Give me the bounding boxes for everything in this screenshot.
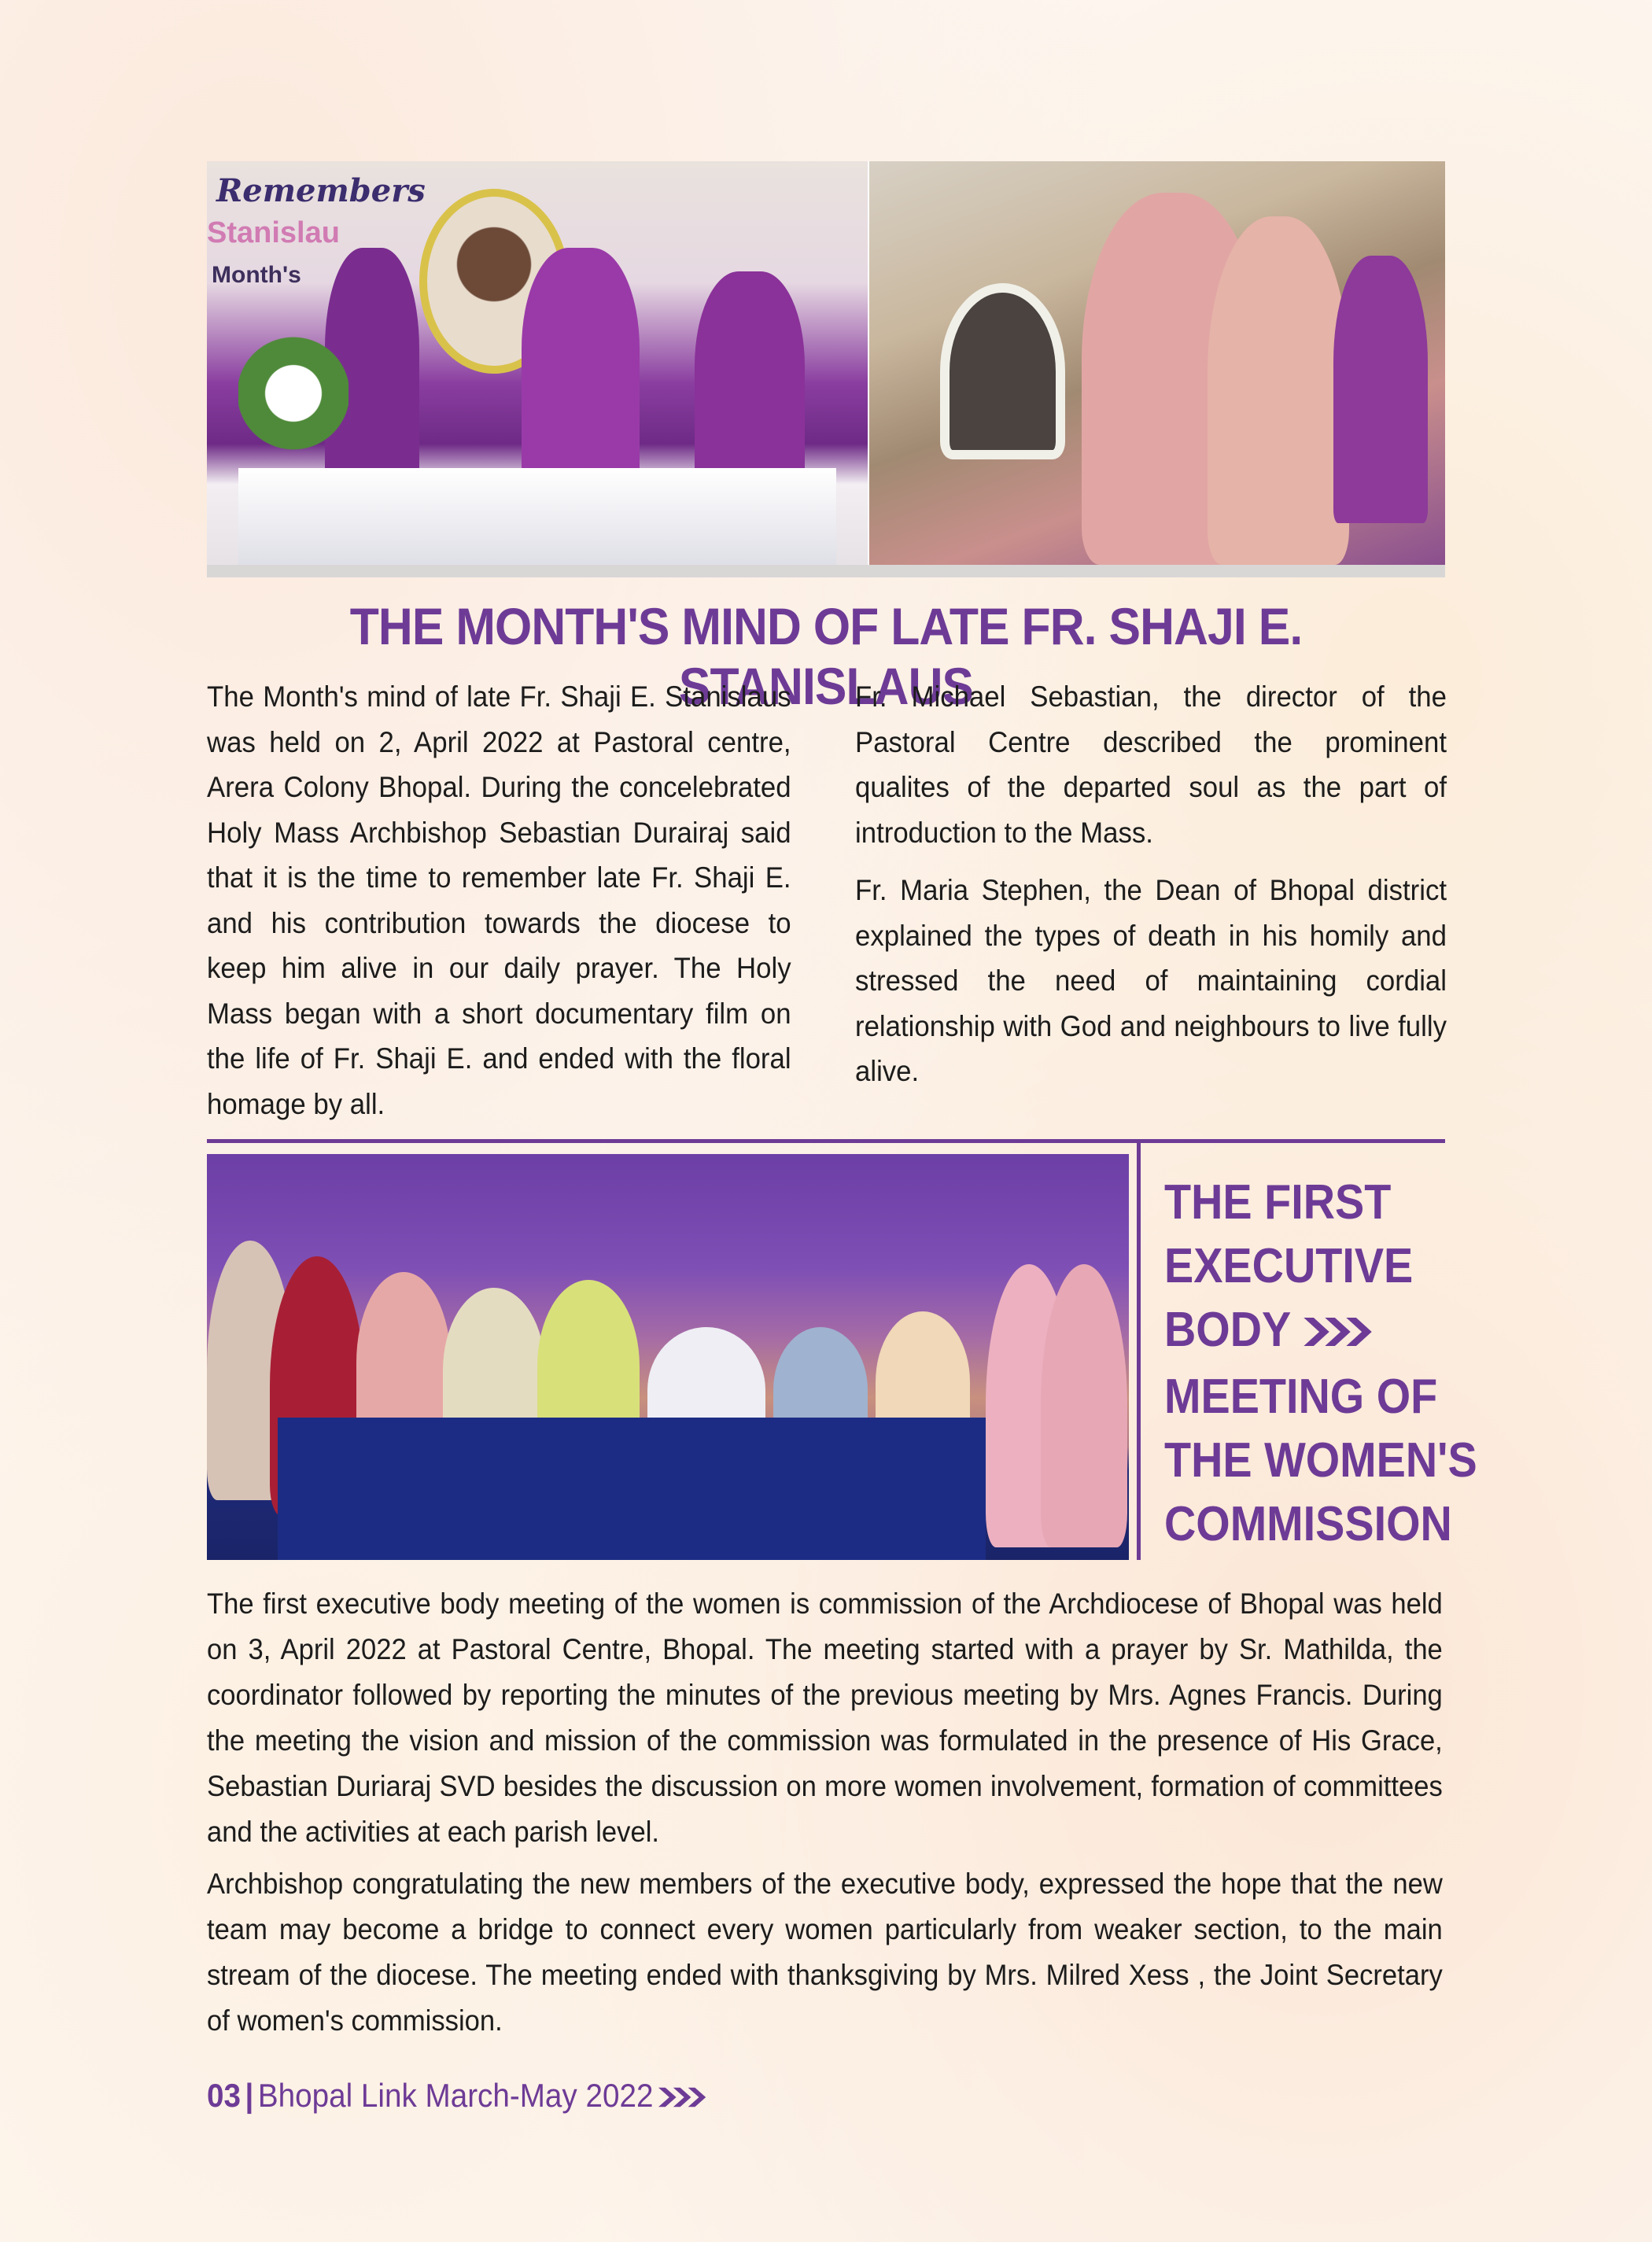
headline-line: MEETING OF <box>1164 1370 1438 1425</box>
article-1-right-column <box>855 674 1447 1094</box>
person-figure <box>1041 1264 1127 1547</box>
article-1-paragraph: Fr. Maria Stephen, the Dean of Bhopal district explained the types of death in his homily and stressed the need of maintaining cordial relationship with God and neighbours to live fully alive. <box>855 874 1447 1087</box>
group-photo <box>207 1154 1129 1560</box>
article-2-paragraph: Archbishop congratulating the new members of the executive body, expressed the hope that the new team may become a bridge to connect every women particularly from weaker section, to the main stream of the diocese. The meeting ended with thanksgiving by Mrs. Milred Xess , the Joint Secretary of women's commission. <box>207 1868 1443 2037</box>
article-1-headline: THE MONTH'S MIND OF LATE FR. SHAJI E. STANISLAUS <box>349 597 1303 715</box>
photo-caption-bar <box>207 565 1445 577</box>
floral-homage-photo <box>869 161 1445 565</box>
article-2-paragraph: The first executive body meeting of the women is commission of the Archdiocese of Bhopal was held on 3, April 2022 at Pastoral Centre, Bhopal. The meeting started with a prayer by Sr. Mathilda, the coordinator followed by reporting the minutes of the previous meeting by Mrs. Agnes Francis. During the meeting the vision and mission of the commission was formulated in the presence of His Grace, Sebastian Duriaraj SVD besides the discussion on more women involvement, formation of committees and the activities at each parish level. <box>207 1587 1443 1848</box>
banner-month-text: Month's <box>212 262 301 288</box>
altar <box>238 468 836 565</box>
publication-title: Bhopal Link March-May 2022 <box>257 2077 654 2114</box>
sister-figure <box>1208 216 1349 565</box>
article-2-body <box>207 1581 1443 2044</box>
page-footer <box>207 2077 708 2117</box>
page-number: 03 <box>207 2077 241 2114</box>
footer-separator: | <box>245 2077 254 2114</box>
triple-chevron-right-icon <box>1304 1301 1374 1365</box>
headline-line-with-arrows <box>1164 1298 1447 1365</box>
flower-bouquet <box>238 319 348 468</box>
mass-photo <box>207 161 868 565</box>
article-1-paragraph: The Month's mind of late Fr. Shaji E. Stanislaus was held on 2, April 2022 at Pastoral centre, Arera Colony Bhopal. During the concelebrated Holy Mass Archbishop Sebastian Durairaj said that it is the time to remember late Fr. Shaji E. and his contribution towards the diocese to keep him alive in our daily prayer. The Holy Mass began with a short documentary film on the life of Fr. Shaji E. and ended with the floral homage by all. <box>207 680 791 1120</box>
headline-line: BODY <box>1164 1303 1292 1357</box>
triple-chevron-right-icon <box>658 2079 708 2117</box>
article-1-paragraph: Fr. Michael Sebastian, the director of the Pastoral Centre described the prominent qualites of the departed soul as the part of introduction to the Mass. <box>855 680 1447 849</box>
headline-line: EXECUTIVE <box>1164 1239 1414 1293</box>
portrait-frame <box>940 283 1065 459</box>
meeting-table <box>278 1418 986 1560</box>
headline-line: COMMISSION <box>1164 1497 1452 1552</box>
article-2-headline <box>1164 1171 1477 1556</box>
headline-line: THE WOMEN'S <box>1164 1433 1477 1488</box>
priest-figure <box>1333 256 1428 523</box>
vertical-divider <box>1137 1143 1141 1560</box>
archbishop-figure <box>522 248 640 500</box>
banner-remembers-text: Remembers <box>216 172 426 209</box>
article-1-left-column <box>207 674 791 1127</box>
section-divider <box>207 1139 1445 1143</box>
headline-line: THE FIRST <box>1164 1175 1392 1230</box>
banner-name-text: Stanislau <box>207 216 340 249</box>
